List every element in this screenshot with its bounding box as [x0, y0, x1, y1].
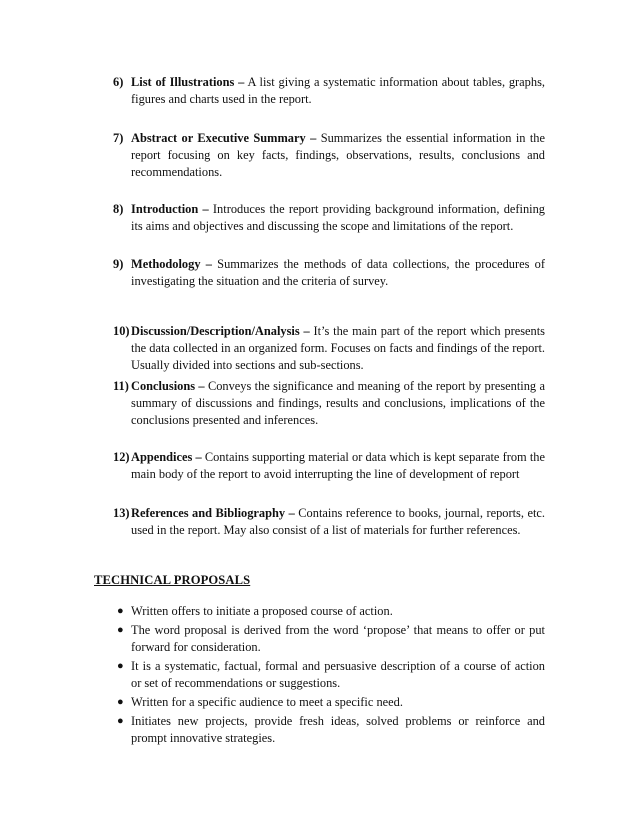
item-number: 8) [113, 202, 124, 216]
item-term: Methodology – [131, 257, 212, 271]
item-number: 13) [113, 506, 130, 520]
bullet-text: Written for a specific audience to meet a specific need. [131, 695, 403, 709]
list-item-abstract [113, 130, 545, 181]
item-number: 11) [113, 379, 129, 393]
item-number: 7) [113, 131, 124, 145]
item-text: Contains supporting material or data which is kept separate from the main body of the report to avoid interrupting the line of development of report [131, 450, 545, 481]
bullet-text: It is a systematic, factual, formal and persuasive description of a course of action or set of recommendations or suggestions. [131, 659, 545, 690]
item-term: References and Bibliography – [131, 506, 295, 520]
section-heading: TECHNICAL PROPOSALS [94, 573, 251, 587]
item-number: 12) [113, 450, 130, 464]
list-item [117, 694, 545, 711]
list-item-illustrations [113, 74, 545, 108]
list-item-appendices [113, 449, 545, 483]
bullet-icon: ● [117, 715, 124, 727]
bullet-icon: ● [117, 660, 124, 672]
item-number: 6) [113, 75, 124, 89]
list-item [117, 603, 545, 620]
item-text: Contains reference to books, journal, reports, etc. used in the report. May also consist of a list of materials for further references. [131, 506, 546, 537]
bullet-icon: ● [117, 624, 124, 636]
bullet-icon: ● [117, 696, 124, 708]
item-number: 9) [113, 257, 124, 271]
item-text: It’s the main part of the report which presents the data collected in an organized form. Focuses on facts and findings of the report. Usually divided into sections and sub-sections. [131, 324, 545, 372]
bullet-text: The word proposal is derived from the word ‘propose’ that means to offer or put forward for consideration. [131, 623, 545, 654]
bullet-icon: ● [117, 605, 124, 617]
item-text: Summarizes the essential information in the report focusing on key facts, findings, observations, results, conclusions and recommendations. [131, 131, 546, 179]
list-item-references [113, 505, 545, 539]
item-text: Introduces the report providing background information, defining its aims and objectives and discussing the scope and limitations of the report. [131, 202, 545, 233]
item-term: List of Illustrations – [131, 75, 245, 89]
bullet-text: Initiates new projects, provide fresh ideas, solved problems or reinforce and prompt innovative strategies. [131, 714, 545, 745]
list-item [117, 713, 545, 747]
item-term: Appendices – [131, 450, 202, 464]
bullet-text: Written offers to initiate a proposed course of action. [131, 604, 393, 618]
item-term: Conclusions – [131, 379, 205, 393]
item-text: A list giving a systematic information about tables, graphs, figures and charts used in the report. [131, 75, 545, 106]
item-term: Introduction – [131, 202, 209, 216]
list-item-introduction [113, 201, 545, 235]
item-number: 10) [113, 324, 130, 338]
list-item-discussion [113, 323, 545, 374]
list-item-methodology [113, 256, 545, 290]
list-item-conclusions [113, 378, 545, 429]
list-item [117, 658, 545, 692]
item-term: Discussion/Description/Analysis – [131, 324, 310, 338]
list-item [117, 622, 545, 656]
item-text: Conveys the significance and meaning of the report by presenting a summary of discussions and findings, results and conclusions, implications of the conclusions presented and inferences. [131, 379, 545, 427]
item-term: Abstract or Executive Summary – [131, 131, 317, 145]
item-text: Summarizes the methods of data collections, the procedures of investigating the situation and the criteria of survey. [131, 257, 545, 288]
bullet-list [117, 603, 545, 749]
